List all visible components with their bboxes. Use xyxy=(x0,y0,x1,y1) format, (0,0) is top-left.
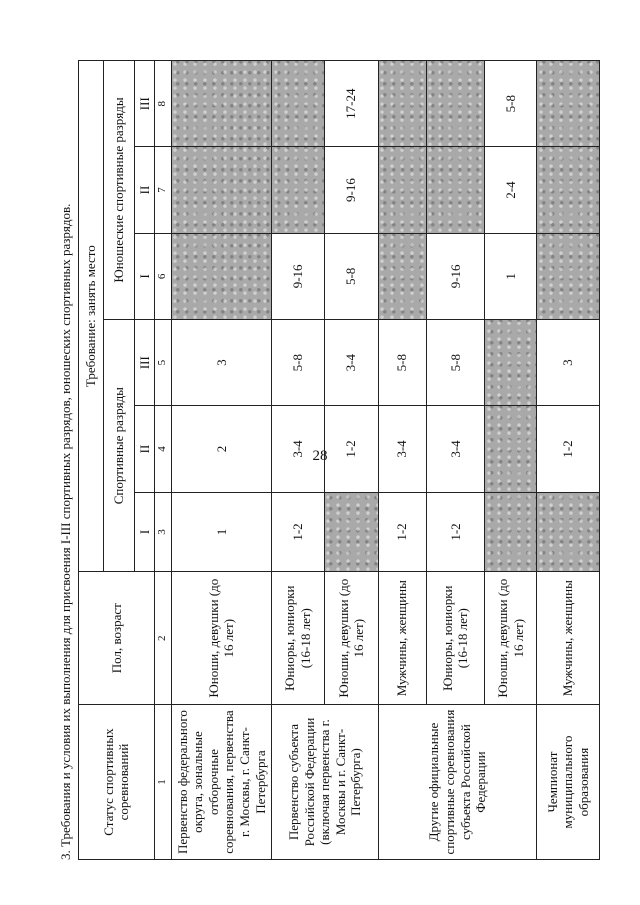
place-cell: 9-16 xyxy=(272,233,324,319)
header-gender: Пол, возраст xyxy=(79,572,155,705)
table-row xyxy=(171,61,272,860)
shaded-cell xyxy=(378,147,426,233)
place-cell: 5-8 xyxy=(272,320,324,406)
status-cell: Чемпионат муниципального образования xyxy=(537,705,600,860)
shaded-cell xyxy=(426,61,484,147)
column-number: 5 xyxy=(154,320,171,406)
header-rank: I xyxy=(135,492,154,572)
column-number: 2 xyxy=(154,572,171,705)
table-row xyxy=(378,61,426,860)
header-rank: II xyxy=(135,147,154,233)
place-cell: 3-4 xyxy=(272,406,324,492)
place-cell: 1-2 xyxy=(324,406,378,492)
gender-age-cell: Мужчины, женщины xyxy=(537,572,600,705)
shaded-cell xyxy=(426,147,484,233)
place-cell: 1-2 xyxy=(426,492,484,572)
place-cell: 5-8 xyxy=(485,61,537,147)
shaded-cell xyxy=(485,406,537,492)
status-cell: Первенство субъекта Российской Федерации (включая первенства г. Москвы и г. Санкт-Петербурга) xyxy=(272,705,378,860)
shaded-cell xyxy=(171,147,272,233)
shaded-cell xyxy=(485,320,537,406)
header-requirement: Требование: занять место xyxy=(79,61,104,572)
place-cell: 5-8 xyxy=(378,320,426,406)
page-number: 28 xyxy=(312,448,328,464)
header-rank: III xyxy=(135,61,154,147)
column-number: 1 xyxy=(154,705,171,860)
status-cell: Другие официальные спортивные соревнования субъекта Российской Федерации xyxy=(378,705,537,860)
place-cell: 1 xyxy=(485,233,537,319)
place-cell: 2 xyxy=(171,406,272,492)
column-number: 7 xyxy=(154,147,171,233)
place-cell: 17-24 xyxy=(324,61,378,147)
header-sport-ranks: Спортивные разряды xyxy=(104,320,135,572)
shaded-cell xyxy=(171,233,272,319)
place-cell: 3 xyxy=(537,320,600,406)
requirements-table xyxy=(78,60,600,860)
column-number: 6 xyxy=(154,233,171,319)
table-row xyxy=(537,61,600,860)
place-cell: 1-2 xyxy=(537,406,600,492)
place-cell: 1-2 xyxy=(272,492,324,572)
header-rank: II xyxy=(135,406,154,492)
place-cell: 5-8 xyxy=(324,233,378,319)
header-rank: III xyxy=(135,320,154,406)
table-row xyxy=(272,61,324,860)
place-cell: 1-2 xyxy=(378,492,426,572)
gender-age-cell: Мужчины, женщины xyxy=(378,572,426,705)
gender-age-cell: Юниоры, юниорки (16-18 лет) xyxy=(272,572,324,705)
shaded-cell xyxy=(378,61,426,147)
place-cell: 5-8 xyxy=(426,320,484,406)
place-cell: 1 xyxy=(171,492,272,572)
column-number: 8 xyxy=(154,61,171,147)
header-status: Статус спортивных соревнований xyxy=(79,705,155,860)
column-number: 4 xyxy=(154,406,171,492)
header-rank: I xyxy=(135,233,154,319)
place-cell: 2-4 xyxy=(485,147,537,233)
status-cell: Первенство федерального округа, зональные отборочные соревнования, первенства г. Москвы, г. Санкт-Петербурга xyxy=(171,705,272,860)
place-cell: 3 xyxy=(171,320,272,406)
caption: 3. Требования и условия их выполнения для присвоения I-III спортивных разрядов, юношеских спортивных разрядов. xyxy=(58,203,73,860)
place-cell: 9-16 xyxy=(324,147,378,233)
gender-age-cell: Юноши, девушки (до 16 лет) xyxy=(485,572,537,705)
gender-age-cell: Юноши, девушки (до 16 лет) xyxy=(324,572,378,705)
shaded-cell xyxy=(171,61,272,147)
header-youth-ranks: Юношеские спортивные разряды xyxy=(104,61,135,320)
shaded-cell xyxy=(378,233,426,319)
place-cell: 3-4 xyxy=(378,406,426,492)
place-cell: 9-16 xyxy=(426,233,484,319)
gender-age-cell: Юниоры, юниорки (16-18 лет) xyxy=(426,572,484,705)
gender-age-cell: Юноши, девушки (до 16 лет) xyxy=(171,572,272,705)
shaded-cell xyxy=(485,492,537,572)
shaded-cell xyxy=(272,147,324,233)
shaded-cell xyxy=(537,61,600,147)
shaded-cell xyxy=(537,492,600,572)
shaded-cell xyxy=(537,233,600,319)
place-cell: 3-4 xyxy=(426,406,484,492)
column-number: 3 xyxy=(154,492,171,572)
shaded-cell xyxy=(324,492,378,572)
shaded-cell xyxy=(272,61,324,147)
shaded-cell xyxy=(537,147,600,233)
place-cell: 3-4 xyxy=(324,320,378,406)
rotated-content xyxy=(56,60,612,860)
